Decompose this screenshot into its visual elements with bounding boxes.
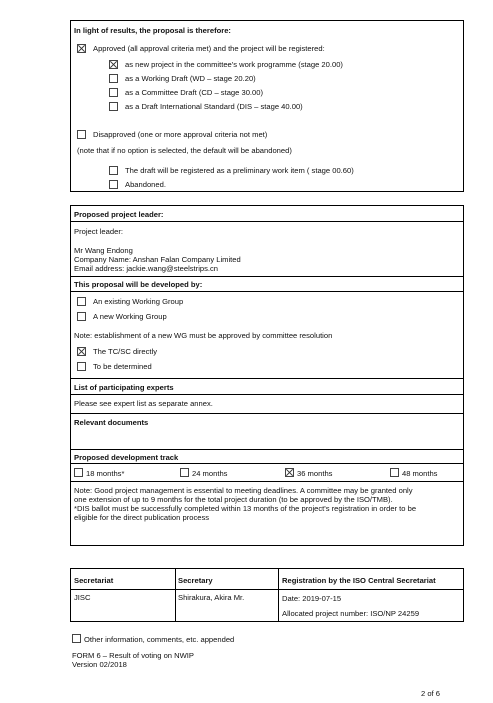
to-be-determined-checkbox[interactable] bbox=[77, 362, 86, 371]
version-line: Version 02/2018 bbox=[72, 660, 127, 669]
new-wg-checkbox[interactable] bbox=[77, 312, 86, 321]
documents-heading: Relevant documents bbox=[74, 418, 149, 427]
divider bbox=[71, 221, 463, 222]
disapproved-label: Disapproved (one or more approval criteria not met) bbox=[93, 130, 268, 139]
divider bbox=[71, 413, 463, 414]
divider bbox=[71, 589, 463, 590]
wg-note: Note: establishment of a new WG must be approved by committee resolution bbox=[74, 331, 333, 340]
column-divider bbox=[175, 569, 176, 621]
secretariat-value: JISC bbox=[74, 593, 91, 602]
preliminary-checkbox[interactable] bbox=[109, 166, 118, 175]
registration-date: Date: 2019-07-15 bbox=[282, 594, 342, 603]
track-48-months-checkbox[interactable] bbox=[390, 468, 399, 477]
divider bbox=[71, 394, 463, 395]
track-24-months-label: 24 months bbox=[192, 469, 228, 478]
track-36-months-label: 36 months bbox=[297, 469, 333, 478]
other-info-label: Other information, comments, etc. appended bbox=[84, 635, 235, 644]
existing-wg-checkbox[interactable] bbox=[77, 297, 86, 306]
preliminary-label: The draft will be registered as a preliminary work item ( stage 00.60) bbox=[125, 166, 354, 175]
option-working-draft-label: as a Working Draft (WD – stage 20.20) bbox=[125, 74, 256, 83]
other-info-checkbox[interactable] bbox=[72, 634, 81, 643]
divider bbox=[71, 481, 463, 482]
registration-heading: Registration by the ISO Central Secretariat bbox=[282, 576, 436, 585]
column-divider bbox=[278, 569, 279, 621]
abandoned-label: Abandoned. bbox=[125, 180, 166, 189]
registration-table bbox=[70, 568, 464, 622]
option-dis-label: as a Draft International Standard (DIS – stage 40.00) bbox=[125, 102, 303, 111]
track-36-months-checkbox[interactable] bbox=[285, 468, 294, 477]
secretariat-heading: Secretariat bbox=[74, 576, 114, 585]
result-heading: In light of results, the proposal is therefore: bbox=[74, 26, 231, 35]
abandoned-checkbox[interactable] bbox=[109, 180, 118, 189]
track-18-months-label: 18 months* bbox=[86, 469, 125, 478]
tc-sc-directly-checkbox[interactable] bbox=[77, 347, 86, 356]
track-48-months-label: 48 months bbox=[402, 469, 438, 478]
track-note-line-3: *DIS ballot must be successfully completed within 13 months of the project's registration in order to be bbox=[74, 504, 417, 513]
leader-name: Mr Wang Endong bbox=[74, 246, 133, 255]
option-new-project-checkbox[interactable] bbox=[109, 60, 118, 69]
experts-text: Please see expert list as separate annex. bbox=[74, 399, 213, 408]
disapproved-checkbox[interactable] bbox=[77, 130, 86, 139]
track-note-line-1: Note: Good project management is essential to meeting deadlines. A committee may be granted only bbox=[74, 486, 413, 495]
option-committee-draft-label: as a Committee Draft (CD – stage 30.00) bbox=[125, 88, 264, 97]
new-wg-label: A new Working Group bbox=[93, 312, 167, 321]
divider bbox=[71, 291, 463, 292]
existing-wg-label: An existing Working Group bbox=[93, 297, 184, 306]
option-new-project-label: as new project in the committee's work programme (stage 20.00) bbox=[125, 60, 343, 69]
registration-project-number: Allocated project number: ISO/NP 24259 bbox=[282, 609, 420, 618]
divider bbox=[71, 378, 463, 379]
to-be-determined-label: To be determined bbox=[93, 362, 152, 371]
divider bbox=[71, 463, 463, 464]
result-section bbox=[70, 20, 464, 192]
divider bbox=[71, 449, 463, 450]
divider bbox=[71, 276, 463, 277]
experts-heading: List of participating experts bbox=[74, 383, 174, 392]
leader-company: Company Name: Anshan Falan Company Limited bbox=[74, 255, 241, 264]
page-number: 2 of 6 bbox=[421, 689, 440, 698]
project-details-section bbox=[70, 205, 464, 546]
leader-heading: Proposed project leader: bbox=[74, 210, 164, 219]
form-line: FORM 6 – Result of voting on NWIP bbox=[72, 651, 194, 660]
secretary-heading: Secretary bbox=[178, 576, 213, 585]
leader-email: Email address: jackie.wang@steelstrips.cn bbox=[74, 264, 219, 273]
tc-sc-directly-label: The TC/SC directly bbox=[93, 347, 158, 356]
track-note-line-2: one extension of up to 9 months for the total project duration (to be approved by the ISO/TMB). bbox=[74, 495, 393, 504]
track-note-line-4: eligible for the direct publication process bbox=[74, 513, 210, 522]
developed-heading: This proposal will be developed by: bbox=[74, 280, 203, 289]
track-24-months-checkbox[interactable] bbox=[180, 468, 189, 477]
track-heading: Proposed development track bbox=[74, 453, 179, 462]
leader-label: Project leader: bbox=[74, 227, 123, 236]
approved-checkbox[interactable] bbox=[77, 44, 86, 53]
track-18-months-checkbox[interactable] bbox=[74, 468, 83, 477]
option-dis-checkbox[interactable] bbox=[109, 102, 118, 111]
option-working-draft-checkbox[interactable] bbox=[109, 74, 118, 83]
approved-label: Approved (all approval criteria met) and the project will be registered: bbox=[93, 44, 325, 53]
option-committee-draft-checkbox[interactable] bbox=[109, 88, 118, 97]
secretary-value: Shirakura, Akira Mr. bbox=[178, 593, 245, 602]
default-note: (note that if no option is selected, the default will be abandoned) bbox=[77, 146, 292, 155]
